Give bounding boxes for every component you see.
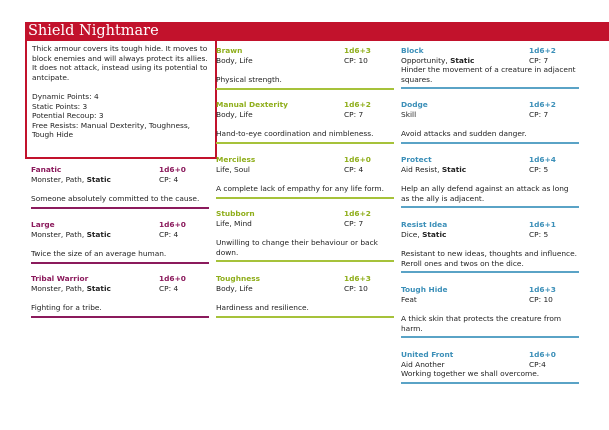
card-dice: 1d6+0: [159, 274, 186, 283]
card-dodge: [401, 100, 579, 144]
card-tags: Life, Soul: [216, 164, 250, 174]
card-divider: [31, 316, 209, 318]
card-tags: Body, Life: [216, 109, 253, 119]
card-name: Merciless: [216, 155, 256, 164]
card-tag-bold: Static: [450, 55, 475, 65]
card-tags: Monster, Path,: [31, 229, 87, 239]
card-fanatic: [31, 165, 209, 209]
card-dice: 1d6+4: [529, 155, 556, 164]
card-cp: CP: 10: [344, 55, 368, 65]
card-tag-bold: Static: [422, 229, 447, 239]
card-cp: CP: 5: [529, 164, 549, 174]
card-brawn: [216, 46, 394, 90]
card-divider: [216, 197, 394, 199]
card-dice: 1d6+2: [529, 100, 556, 109]
card-cp: CP: 5: [529, 229, 549, 239]
card-text: Someone absolutely committed to the cause.: [31, 194, 200, 204]
card-name: Large: [31, 220, 55, 229]
card-text: Resistant to new ideas, thoughts and influence. Reroll ones and twos on the dice.: [401, 249, 578, 268]
card-name: Stubborn: [216, 209, 255, 218]
card-tag-bold: Static: [86, 283, 111, 293]
card-dice: 1d6+3: [529, 285, 556, 294]
card-divider: [216, 142, 394, 144]
card-dice: 1d6+1: [529, 220, 556, 229]
card-text: Avoid attacks and sudden danger.: [401, 129, 527, 139]
card-name: Dodge: [401, 100, 428, 109]
card-name: Block: [401, 46, 424, 55]
card-cp: CP: 7: [344, 109, 364, 119]
card-name: Protect: [401, 155, 432, 164]
card-text: A complete lack of empathy for any life form.: [216, 184, 384, 194]
card-block: [401, 46, 579, 89]
card-merciless: [216, 155, 394, 199]
free-resists: Free Resists: Manual Dexterity, Toughness, Tough Hide: [32, 120, 191, 140]
card-text: Hardiness and resilience.: [216, 303, 309, 313]
card-protect: [401, 155, 579, 208]
card-text: Twice the size of an average human.: [31, 249, 167, 259]
card-tags: Dice,: [401, 229, 423, 239]
card-united-front: [401, 350, 579, 384]
card-cp: CP: 4: [159, 174, 179, 184]
card-tags: Body, Life: [216, 283, 253, 293]
card-text: Hand-to-eye coordination and nimbleness.: [216, 129, 374, 139]
card-dice: 1d6+0: [344, 155, 371, 164]
card-resist-idea: [401, 220, 579, 273]
card-divider: [31, 262, 209, 264]
potential-recoup: Potential Recoup: 3: [32, 111, 104, 121]
card-tags: Monster, Path,: [31, 174, 87, 184]
card-tag-bold: Static: [86, 174, 111, 184]
card-tags: Feat: [401, 294, 417, 304]
card-stubborn: [216, 209, 394, 262]
card-text: Help an ally defend against an attack as long as the ally is adjacent.: [401, 184, 569, 203]
card-name: Tough Hide: [401, 285, 448, 294]
card-manual-dexterity: [216, 100, 394, 144]
card-text: Unwilling to change their behaviour or back down.: [216, 238, 378, 257]
card-tribal-warrior: [31, 274, 209, 318]
description-box: [25, 41, 217, 159]
card-text: Hinder the movement of a creature in adjacent squares.: [401, 65, 576, 84]
card-dice: 1d6+0: [159, 220, 186, 229]
description-text: Thick armour covers its tough hide. It moves to block enemies and will always protect its allies. It does not attack, instead using its potential to antcipate.: [32, 44, 208, 82]
card-dice: 1d6+2: [344, 209, 371, 218]
card-text: Working together we shall overcome.: [401, 369, 540, 379]
card-name: Brawn: [216, 46, 243, 55]
card-divider: [31, 207, 209, 209]
page-title: Shield Nightmare: [28, 23, 159, 39]
card-cp: CP: 7: [529, 109, 549, 119]
card-dice: 1d6+2: [344, 100, 371, 109]
card-name: Tribal Warrior: [31, 274, 89, 283]
stats-block: [32, 92, 212, 140]
card-tags: Body, Life: [216, 55, 253, 65]
card-tags: Aid Resist,: [401, 164, 442, 174]
static-points: Static Points: 3: [32, 101, 88, 111]
card-divider: [401, 336, 579, 338]
card-divider: [216, 88, 394, 90]
card-name: Manual Dexterity: [216, 100, 288, 109]
card-name: Fanatic: [31, 165, 62, 174]
card-divider: [401, 206, 579, 208]
card-dice: 1d6+3: [344, 274, 371, 283]
card-divider: [401, 382, 579, 384]
card-large: [31, 220, 209, 264]
card-cp: CP: 4: [159, 229, 179, 239]
card-dice: 1d6+0: [159, 165, 186, 174]
card-divider: [401, 87, 579, 89]
card-divider: [401, 271, 579, 273]
card-cp: CP: 4: [159, 283, 179, 293]
card-cp: CP: 4: [344, 164, 364, 174]
card-cp: CP: 7: [344, 218, 364, 228]
card-toughness: [216, 274, 394, 318]
title-bar: [25, 22, 609, 41]
card-tags: Opportunity,: [401, 55, 451, 65]
card-tough-hide: [401, 285, 579, 338]
card-tag-bold: Static: [86, 229, 111, 239]
card-tag-bold: Static: [441, 164, 467, 174]
card-cp: CP: 10: [344, 283, 368, 293]
card-dice: 1d6+0: [529, 350, 556, 359]
card-cp: CP:4: [529, 359, 546, 369]
card-tags: Aid Another: [401, 359, 445, 369]
card-dice: 1d6+2: [529, 46, 556, 55]
card-divider: [216, 260, 394, 262]
card-tags: Monster, Path,: [31, 283, 87, 293]
card-text: Physical strength.: [216, 75, 282, 85]
card-cp: CP: 10: [529, 294, 553, 304]
card-divider: [216, 316, 394, 318]
card-name: Toughness: [216, 274, 261, 283]
card-name: Resist Idea: [401, 220, 448, 229]
card-name: United Front: [401, 350, 454, 359]
dynamic-points: Dynamic Points: 4: [32, 91, 99, 101]
card-tags: Skill: [401, 109, 417, 119]
card-text: A thick skin that protects the creature from harm.: [401, 314, 562, 333]
card-cp: CP: 7: [529, 55, 549, 65]
card-divider: [401, 142, 579, 144]
card-text: Fighting for a tribe.: [31, 303, 102, 313]
card-tags: Life, Mind: [216, 218, 252, 228]
card-dice: 1d6+3: [344, 46, 371, 55]
